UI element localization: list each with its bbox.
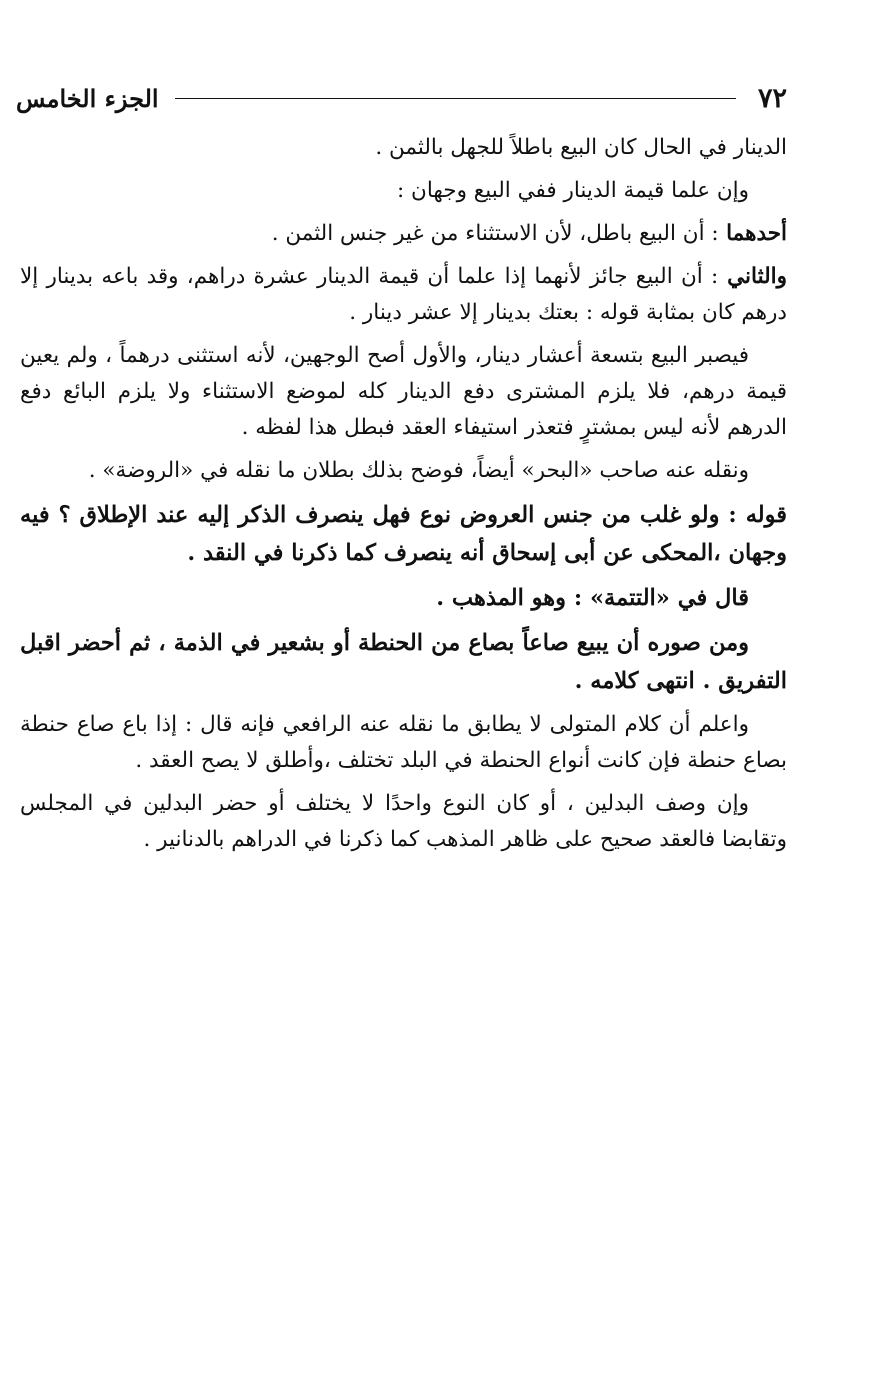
- paragraph-lead: أحدهما: [718, 221, 787, 246]
- paragraph-text: وإن وصف البدلين ، أو كان النوع واحدًا لا يختلف أو حضر البدلين في المجلس وتقابضا فالعقد صحيح على ظاهر المذهب كما ذكرنا في الدراهم بالدنانير .: [20, 791, 787, 852]
- volume-title: الجزء الخامس: [16, 83, 159, 113]
- page-number: ٧٢: [757, 82, 787, 114]
- paragraph-text: قوله : ولو غلب من جنس العروض نوع فهل ينصرف الذكر إليه عند الإطلاق ؟ فيه وجهان ،المحكى عن أبى إسحاق أنه ينصرف كما ذكرنا في النقد .: [20, 502, 787, 566]
- paragraph-text: واعلم أن كلام المتولى لا يطابق ما نقله عنه الرافعي فإنه قال : إذا باع صاع حنطة بصاع حنطة فإن كانت أنواع الحنطة في البلد تختلف ،وأطلق لا يصح العقد .: [20, 712, 787, 773]
- bold-paragraph: [20, 624, 787, 700]
- paragraph-text: ونقله عنه صاحب «البحر» أيضاً، فوضح بذلك بطلان ما نقله في «الروضة» .: [88, 458, 749, 483]
- page-header: [16, 78, 787, 118]
- paragraph-text: ومن صوره أن يبيع صاعاً بصاع من الحنطة أو بشعير في الذمة ، ثم أحضر اقبل التفريق . انتهى كلامه .: [20, 630, 787, 694]
- bold-paragraph: [20, 496, 787, 572]
- paragraph-text: الدينار في الحال كان البيع باطلاً للجهل بالثمن .: [375, 135, 787, 160]
- paragraph-text: وإن علما قيمة الدينار ففي البيع وجهان :: [396, 178, 749, 203]
- paragraph: [20, 786, 787, 858]
- header-rule: [175, 98, 736, 99]
- paragraph: [20, 338, 787, 446]
- page-body: [20, 130, 787, 865]
- paragraph: [20, 216, 787, 252]
- paragraph: [20, 130, 787, 166]
- paragraph: [20, 259, 787, 331]
- paragraph-text: : أن البيع باطل، لأن الاستثناء من غير جنس الثمن .: [271, 221, 719, 246]
- paragraph-text: قال في «التتمة» : وهو المذهب .: [436, 585, 749, 611]
- bold-paragraph: [20, 579, 787, 617]
- paragraph-lead: والثاني: [718, 264, 787, 289]
- paragraph: [20, 453, 787, 489]
- paragraph: [20, 173, 787, 209]
- paragraph-text: : أن البيع جائز لأنهما إذا علما أن قيمة الدينار عشرة دراهم، وقد باعه بدينار إلا درهم كان بمثابة قوله : بعتك بدينار إلا عشر دينار .: [20, 264, 787, 325]
- paragraph-text: فيصبر البيع بتسعة أعشار دينار، والأول أصح الوجهين، لأنه استثنى درهماً ، ولم يعين قيمة درهم، فلا يلزم المشترى دفع الدينار كله لموضع الاستثناء ولا يلزم البائع دفع الدرهم لأنه ليس بمشترٍ فتعذر استيفاء العقد فبطل هذا لفظه .: [20, 343, 787, 440]
- paragraph: [20, 707, 787, 779]
